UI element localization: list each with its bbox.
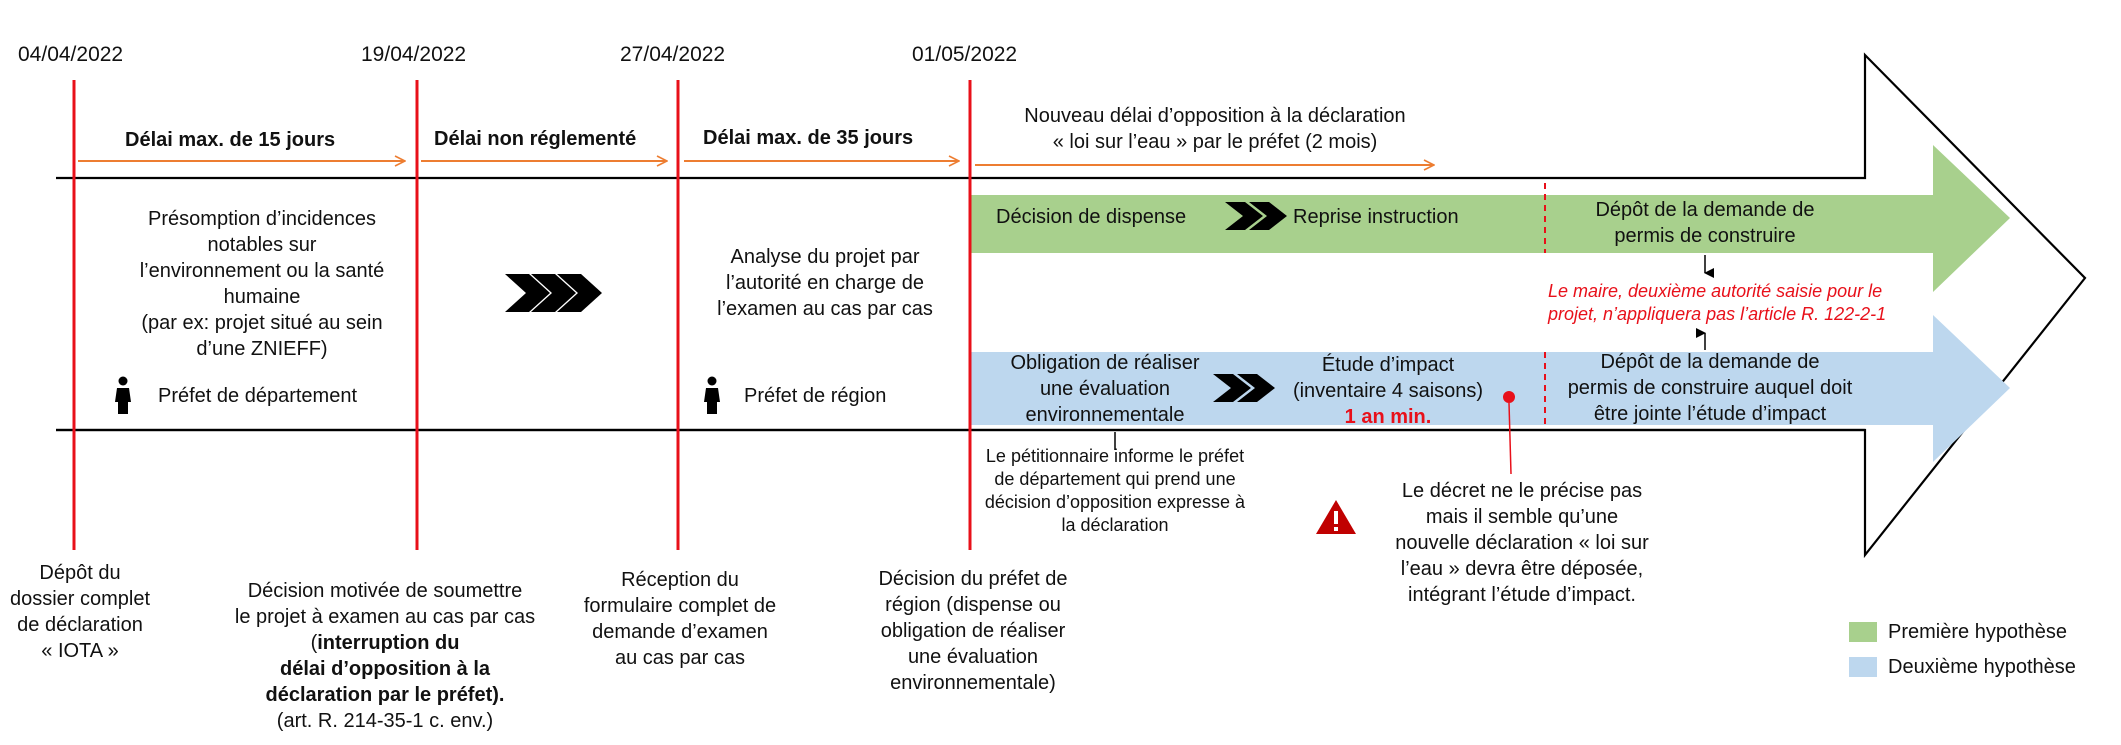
event-decision-motivee: Décision motivée de soumettre le projet à examen au cas par cas (interruption du délai d’opposition à la déclaration par le préfet). (art. R. 214-35-1 c. env.)	[234, 580, 536, 732]
petitioner-note: Le pétitionnaire informe le préfet de département qui prend une décision d’opposition expresse à la déclaration	[984, 446, 1246, 535]
blue-step-obligation: Obligation de réaliser une évaluation environnementale	[1010, 352, 1200, 426]
delay-label-3: Délai max. de 35 jours	[703, 127, 914, 149]
delay-label-1: Délai max. de 15 jours	[125, 129, 336, 151]
legend-second: Deuxième hypothèse	[1888, 656, 2076, 678]
event-reception-formulaire: Réception du formulaire complet de demande d’examen au cas par cas	[583, 569, 777, 669]
green-step-permis: Dépôt de la demande de permis de construire	[1595, 199, 1815, 247]
date-label: 19/04/2022	[361, 43, 467, 66]
event-decision-prefet-region: Décision du préfet de région (dispense ou obligation de réaliser une évaluation environnementale)	[878, 568, 1068, 694]
green-step-reprise: Reprise instruction	[1293, 206, 1459, 228]
chevron-triple-icon	[505, 274, 602, 312]
person-icon	[115, 377, 131, 415]
phase1-description: Présomption d’incidences notables sur l’environnement ou la santé humaine (par ex: projet situé au sein d’une ZNIEFF)	[139, 208, 385, 360]
legend-first: Première hypothèse	[1888, 621, 2067, 643]
legend-swatch-green	[1849, 622, 1877, 642]
legend-swatch-blue	[1849, 657, 1877, 677]
event-depot-iota: Dépôt du dossier complet de déclaration « IOTA »	[9, 562, 151, 662]
person-icon	[704, 377, 720, 415]
duration-label: 1 an min.	[1344, 406, 1432, 428]
phase3-description: Analyse du projet par l’autorité en charge de l’examen au cas par cas	[717, 246, 933, 320]
actor-prefet-region: Préfet de région	[744, 385, 887, 407]
date-label: 01/05/2022	[912, 43, 1018, 66]
blue-step-etude: Étude d’impact (inventaire 4 saisons) 1 an min.	[1258, 352, 1518, 430]
delay-label-4: Nouveau délai d’opposition à la déclaration « loi sur l’eau » par le préfet (2 mois)	[1024, 105, 1406, 153]
decree-note: Le décret ne le précise pas mais il semble qu’une nouvelle déclaration « loi sur l’eau » devra être déposée, intégrant l’étude d’impact.	[1395, 480, 1649, 606]
date-label: 04/04/2022	[18, 43, 124, 66]
blue-step-permis: Dépôt de la demande de permis de construire auquel doit être jointe l’étude d’impact	[1567, 351, 1853, 425]
date-label: 27/04/2022	[620, 43, 726, 66]
green-step-dispense: Décision de dispense	[996, 206, 1187, 228]
mayor-note: Le maire, deuxième autorité saisie pour le projet, n’appliquera pas l’article R. 122-2-1	[1548, 281, 1887, 324]
warning-icon	[1316, 500, 1356, 534]
delay-label-2: Délai non réglementé	[434, 128, 637, 150]
actor-prefet-departement: Préfet de département	[158, 385, 358, 407]
